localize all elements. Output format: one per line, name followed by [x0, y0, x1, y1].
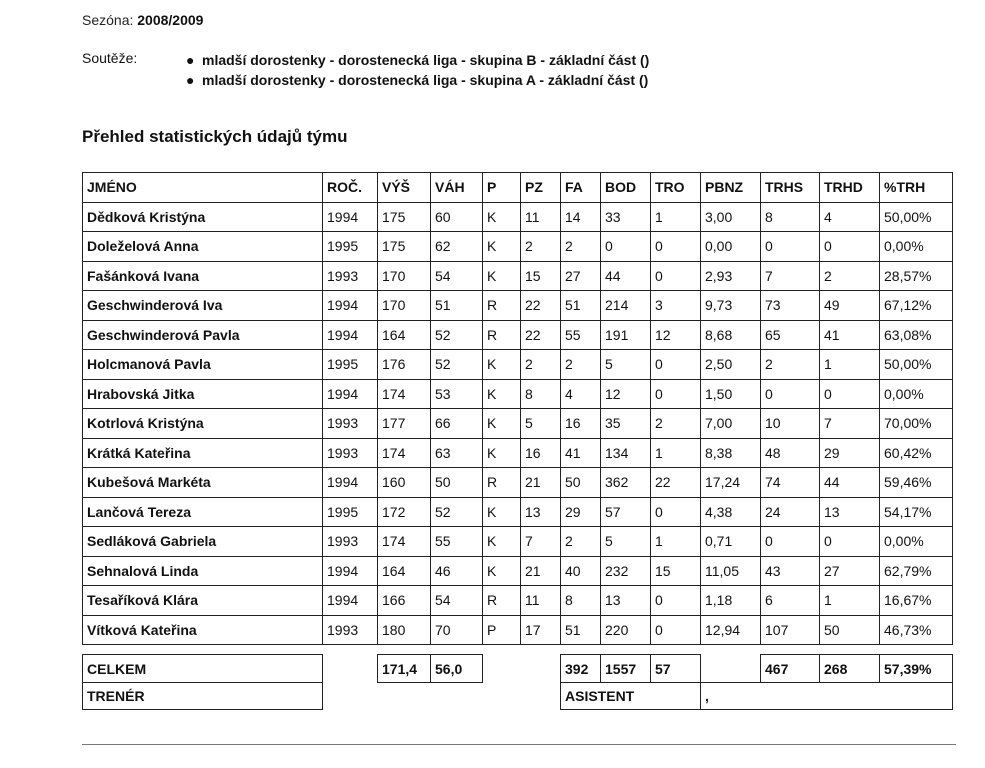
table-spacer [83, 645, 953, 655]
table-cell: 0 [651, 586, 701, 616]
table-cell: K [483, 350, 521, 380]
season-line [82, 12, 203, 28]
table-row [83, 291, 953, 321]
trainer-label: TRENÉR [83, 683, 323, 710]
column-header: VÝŠ [378, 173, 431, 203]
table-cell: 13 [521, 497, 561, 527]
table-cell: 29 [561, 497, 601, 527]
player-name: Lančová Tereza [83, 497, 323, 527]
table-cell: 0,00% [880, 232, 953, 262]
table-cell: 170 [378, 291, 431, 321]
player-name: Kubešová Markéta [83, 468, 323, 498]
table-row [83, 586, 953, 616]
table-cell: 175 [378, 202, 431, 232]
table-cell: 2 [561, 232, 601, 262]
table-cell: 48 [761, 438, 820, 468]
table-cell: 15 [651, 556, 701, 586]
table-cell: 50 [431, 468, 483, 498]
table-cell: 11,05 [701, 556, 761, 586]
table-cell: 176 [378, 350, 431, 380]
column-header: BOD [601, 173, 651, 203]
table-cell: 8,68 [701, 320, 761, 350]
table-cell: 0 [820, 232, 880, 262]
table-cell: 0,00% [880, 527, 953, 557]
table-cell: K [483, 497, 521, 527]
competition-text: mladší dorostenky - dorostenecká liga - skupina A - základní část () [202, 72, 649, 88]
totals-cell: 171,4 [378, 655, 431, 683]
table-cell: 4,38 [701, 497, 761, 527]
table-cell: 16,67% [880, 586, 953, 616]
table-row [83, 556, 953, 586]
table-cell: 50 [561, 468, 601, 498]
table-cell: 1994 [323, 379, 378, 409]
table-cell: 1 [651, 527, 701, 557]
table-cell: 27 [561, 261, 601, 291]
table-cell: 49 [820, 291, 880, 321]
table-cell: K [483, 527, 521, 557]
table-cell: 52 [431, 350, 483, 380]
table-cell: 160 [378, 468, 431, 498]
table-cell: 4 [561, 379, 601, 409]
table-cell: 1993 [323, 615, 378, 645]
table-cell: 65 [761, 320, 820, 350]
table-cell: 180 [378, 615, 431, 645]
table-cell: 21 [521, 556, 561, 586]
table-row [83, 438, 953, 468]
totals-label: CELKEM [83, 655, 323, 683]
player-name: Sehnalová Linda [83, 556, 323, 586]
trainer-value [323, 683, 561, 710]
table-cell: 164 [378, 556, 431, 586]
table-cell: 16 [521, 438, 561, 468]
table-cell: 8 [561, 586, 601, 616]
table-cell: 22 [651, 468, 701, 498]
table-cell: 43 [761, 556, 820, 586]
table-cell: 12,94 [701, 615, 761, 645]
table-cell: 0 [651, 497, 701, 527]
table-cell: 33 [601, 202, 651, 232]
table-cell: 29 [820, 438, 880, 468]
column-header: TRHD [820, 173, 880, 203]
table-cell: 1994 [323, 556, 378, 586]
table-cell: 52 [431, 320, 483, 350]
assistant-label: ASISTENT [561, 683, 701, 710]
player-name: Geschwinderová Pavla [83, 320, 323, 350]
totals-cell: 1557 [601, 655, 651, 683]
column-header: PZ [521, 173, 561, 203]
table-cell: 2 [820, 261, 880, 291]
totals-cell [483, 655, 521, 683]
table-cell: 16 [561, 409, 601, 439]
table-cell: 172 [378, 497, 431, 527]
totals-row [83, 655, 953, 683]
table-cell: 8 [521, 379, 561, 409]
column-header: VÁH [431, 173, 483, 203]
table-cell: 1993 [323, 261, 378, 291]
totals-cell: 56,0 [431, 655, 483, 683]
table-cell: 66 [431, 409, 483, 439]
table-cell: 70 [431, 615, 483, 645]
column-header: %TRH [880, 173, 953, 203]
table-row [83, 261, 953, 291]
column-header: ROČ. [323, 173, 378, 203]
table-cell: 74 [761, 468, 820, 498]
totals-cell: 57,39% [880, 655, 953, 683]
table-cell: 0,71 [701, 527, 761, 557]
table-row [83, 320, 953, 350]
table-cell: 0 [651, 232, 701, 262]
table-cell: 1 [820, 350, 880, 380]
table-cell: 54 [431, 586, 483, 616]
column-header: JMÉNO [83, 173, 323, 203]
table-cell: 55 [431, 527, 483, 557]
player-name: Vítková Kateřina [83, 615, 323, 645]
table-cell: 67,12% [880, 291, 953, 321]
table-cell: 0,00% [880, 379, 953, 409]
table-cell: 9,73 [701, 291, 761, 321]
table-cell: 2 [521, 232, 561, 262]
player-name: Hrabovská Jitka [83, 379, 323, 409]
table-cell: 107 [761, 615, 820, 645]
table-cell: 1 [651, 202, 701, 232]
table-cell: 174 [378, 527, 431, 557]
player-name: Geschwinderová Iva [83, 291, 323, 321]
competitions-list [186, 50, 826, 90]
player-name: Tesaříková Klára [83, 586, 323, 616]
table-cell: 28,57% [880, 261, 953, 291]
table-row [83, 615, 953, 645]
table-cell: 1994 [323, 586, 378, 616]
table-row [83, 527, 953, 557]
totals-cell: 467 [761, 655, 820, 683]
table-cell: 214 [601, 291, 651, 321]
table-cell: 14 [561, 202, 601, 232]
table-cell: 1993 [323, 438, 378, 468]
table-cell: 22 [521, 291, 561, 321]
table-cell: 73 [761, 291, 820, 321]
table-cell: 12 [651, 320, 701, 350]
table-cell: 44 [601, 261, 651, 291]
totals-cell [521, 655, 561, 683]
table-cell: 0 [761, 527, 820, 557]
table-header-row [83, 173, 953, 203]
table-cell: 1995 [323, 497, 378, 527]
competition-item [186, 50, 826, 70]
table-cell: 0 [761, 232, 820, 262]
bottom-rule [82, 744, 956, 745]
table-cell: 51 [431, 291, 483, 321]
table-cell: K [483, 261, 521, 291]
totals-cell [701, 655, 761, 683]
table-cell: 5 [601, 350, 651, 380]
table-cell: 1,18 [701, 586, 761, 616]
column-header: P [483, 173, 521, 203]
player-name: Dědková Kristýna [83, 202, 323, 232]
table-cell: 0 [651, 261, 701, 291]
table-row [83, 379, 953, 409]
table-cell: 11 [521, 586, 561, 616]
totals-cell: 392 [561, 655, 601, 683]
table-cell: 62,79% [880, 556, 953, 586]
table-cell: 60,42% [880, 438, 953, 468]
column-header: TRO [651, 173, 701, 203]
table-cell: 44 [820, 468, 880, 498]
page-title: Přehled statistických údajů týmu [82, 127, 348, 146]
competition-item [186, 70, 826, 90]
table-cell: 54,17% [880, 497, 953, 527]
bullet-icon: ● [186, 72, 195, 88]
table-cell: 51 [561, 291, 601, 321]
table-cell: 175 [378, 232, 431, 262]
table-row [83, 232, 953, 262]
table-cell: 2 [561, 527, 601, 557]
table-cell: 191 [601, 320, 651, 350]
table-cell: 46 [431, 556, 483, 586]
table-cell: 17,24 [701, 468, 761, 498]
table-cell: 2 [561, 350, 601, 380]
player-name: Kotrlová Kristýna [83, 409, 323, 439]
table-cell: 4 [820, 202, 880, 232]
spacer-cell [83, 645, 953, 655]
table-cell: 50,00% [880, 202, 953, 232]
table-cell: 1 [820, 586, 880, 616]
table-cell: K [483, 438, 521, 468]
table-row [83, 350, 953, 380]
table-cell: 53 [431, 379, 483, 409]
table-cell: R [483, 586, 521, 616]
table-cell: 232 [601, 556, 651, 586]
table-cell: 0 [651, 379, 701, 409]
table-cell: R [483, 320, 521, 350]
table-row [83, 409, 953, 439]
table-cell: 54 [431, 261, 483, 291]
competitions-label: Soutěže: [82, 50, 138, 66]
table-cell: 46,73% [880, 615, 953, 645]
player-name: Fašánková Ivana [83, 261, 323, 291]
table-cell: 22 [521, 320, 561, 350]
table-cell: 2 [761, 350, 820, 380]
table-cell: 70,00% [880, 409, 953, 439]
table-cell: 174 [378, 379, 431, 409]
table-cell: 1994 [323, 468, 378, 498]
table-cell: 0 [601, 232, 651, 262]
column-header: PBNZ [701, 173, 761, 203]
bullet-icon: ● [186, 52, 195, 68]
table-cell: K [483, 379, 521, 409]
staff-row [83, 683, 953, 710]
table-cell: 59,46% [880, 468, 953, 498]
competition-text: mladší dorostenky - dorostenecká liga - skupina B - základní část () [202, 52, 650, 68]
table-cell: 0 [761, 379, 820, 409]
column-header: TRHS [761, 173, 820, 203]
table-cell: 57 [601, 497, 651, 527]
table-cell: R [483, 468, 521, 498]
table-cell: 1 [651, 438, 701, 468]
player-name: Sedláková Gabriela [83, 527, 323, 557]
table-cell: 6 [761, 586, 820, 616]
table-cell: 12 [601, 379, 651, 409]
table-cell: 2,93 [701, 261, 761, 291]
table-cell: 40 [561, 556, 601, 586]
table-cell: 0 [820, 527, 880, 557]
table-cell: 166 [378, 586, 431, 616]
table-cell: 24 [761, 497, 820, 527]
table-cell: 10 [761, 409, 820, 439]
table-cell: 27 [820, 556, 880, 586]
table-cell: K [483, 409, 521, 439]
table-cell: 0 [820, 379, 880, 409]
table-cell: 1994 [323, 202, 378, 232]
table-cell: 1995 [323, 232, 378, 262]
table-cell: 0,00 [701, 232, 761, 262]
table-cell: 362 [601, 468, 651, 498]
table-cell: 50,00% [880, 350, 953, 380]
table-cell: 174 [378, 438, 431, 468]
table-cell: 3,00 [701, 202, 761, 232]
table-cell: 2 [651, 409, 701, 439]
table-cell: 1995 [323, 350, 378, 380]
table-cell: R [483, 291, 521, 321]
table-cell: 164 [378, 320, 431, 350]
table-cell: 8 [761, 202, 820, 232]
table-cell: 0 [651, 615, 701, 645]
table-cell: 13 [820, 497, 880, 527]
table-cell: 5 [601, 527, 651, 557]
table-cell: 51 [561, 615, 601, 645]
table-cell: 60 [431, 202, 483, 232]
table-cell: 1994 [323, 320, 378, 350]
table-cell: 7 [521, 527, 561, 557]
totals-cell [323, 655, 378, 683]
totals-cell: 57 [651, 655, 701, 683]
table-cell: 177 [378, 409, 431, 439]
season-label: Sezóna: [82, 12, 134, 28]
table-cell: K [483, 556, 521, 586]
table-cell: 63,08% [880, 320, 953, 350]
table-cell: 2 [521, 350, 561, 380]
table-cell: 1,50 [701, 379, 761, 409]
table-cell: 1993 [323, 527, 378, 557]
table-cell: 0 [651, 350, 701, 380]
table-cell: K [483, 202, 521, 232]
table-cell: 2,50 [701, 350, 761, 380]
table-row [83, 202, 953, 232]
table-cell: 5 [521, 409, 561, 439]
table-cell: 17 [521, 615, 561, 645]
assistant-value: , [701, 683, 953, 710]
table-cell: 41 [561, 438, 601, 468]
table-cell: 7 [820, 409, 880, 439]
table-cell: 62 [431, 232, 483, 262]
table-cell: 3 [651, 291, 701, 321]
table-cell: 21 [521, 468, 561, 498]
totals-cell: 268 [820, 655, 880, 683]
table-cell: 41 [820, 320, 880, 350]
table-cell: 7,00 [701, 409, 761, 439]
table-cell: 63 [431, 438, 483, 468]
table-cell: 220 [601, 615, 651, 645]
table-cell: 134 [601, 438, 651, 468]
table-row [83, 468, 953, 498]
table-cell: 170 [378, 261, 431, 291]
column-header: FA [561, 173, 601, 203]
table-cell: 52 [431, 497, 483, 527]
player-name: Krátká Kateřina [83, 438, 323, 468]
table-cell: 1994 [323, 291, 378, 321]
table-cell: 7 [761, 261, 820, 291]
table-cell: K [483, 232, 521, 262]
table-cell: P [483, 615, 521, 645]
table-cell: 8,38 [701, 438, 761, 468]
season-value: 2008/2009 [137, 12, 204, 28]
player-name: Holcmanová Pavla [83, 350, 323, 380]
table-cell: 50 [820, 615, 880, 645]
table-cell: 1993 [323, 409, 378, 439]
table-cell: 35 [601, 409, 651, 439]
table-cell: 13 [601, 586, 651, 616]
player-name: Doleželová Anna [83, 232, 323, 262]
table-cell: 15 [521, 261, 561, 291]
table-cell: 11 [521, 202, 561, 232]
table-row [83, 497, 953, 527]
table-cell: 55 [561, 320, 601, 350]
team-stats-table [82, 172, 953, 710]
